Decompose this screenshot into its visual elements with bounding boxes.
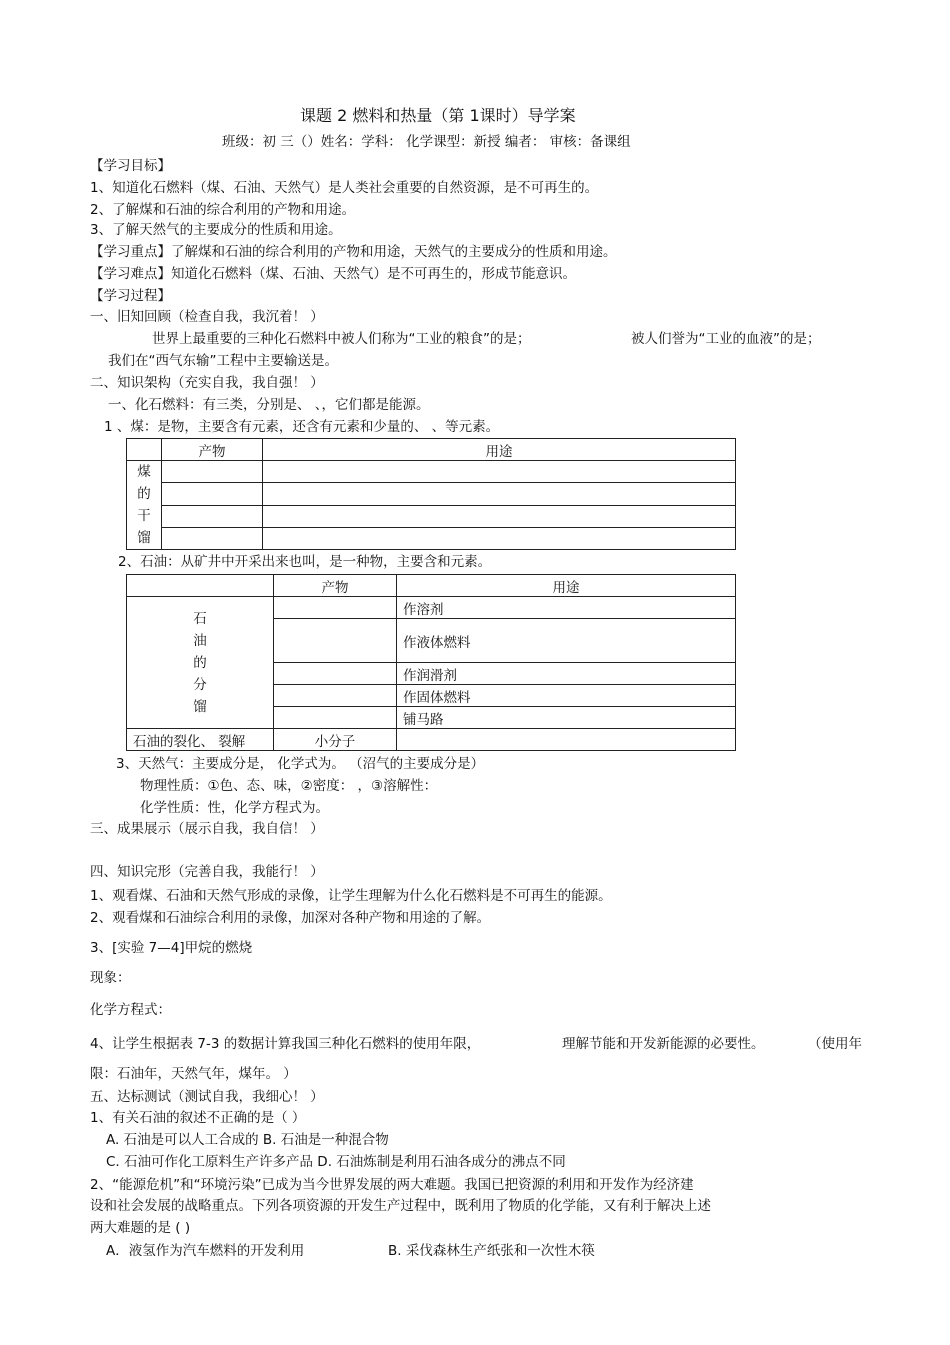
coal-use-header: 用途 <box>263 439 736 461</box>
oil-product-cell[interactable] <box>274 663 397 685</box>
coal-line: 1 、煤：是物，主要含有元素，还含有元素和少量的、 、等元素。 <box>104 419 500 435</box>
question-2-line-1: 2、“能源危机”和“环境污染”已成为当今世界发展的两大难题。我国已把资源的利用和开发作为经济建 <box>90 1177 694 1193</box>
gas-line-1: 3、天然气：主要成分是， 化学式为。 （沼气的主要成分是） <box>116 756 485 772</box>
section-4-heading: 四、知识完形（完善自我，我能行！ ） <box>90 864 324 880</box>
completion-item-4-cont: 理解节能和开发新能源的必要性。 <box>562 1036 765 1052</box>
coal-product-cell[interactable] <box>162 505 263 527</box>
question-1: 1、有关石油的叙述不正确的是（ ） <box>90 1110 306 1126</box>
oil-use-cell: 作液体燃料 <box>397 619 736 663</box>
oil-use-header: 用途 <box>397 575 736 597</box>
coal-use-cell[interactable] <box>263 461 736 483</box>
question-2-line-3: 两大难题的是 ( ) <box>90 1220 191 1236</box>
process-heading: 【学习过程】 <box>90 288 171 304</box>
question-1-options-cd: C. 石油可作化工原料生产许多产品 D. 石油炼制是利用石油各成分的沸点不同 <box>106 1154 566 1170</box>
coal-table <box>126 438 736 550</box>
goal-heading: 【学习目标】 <box>90 158 171 174</box>
goal-1: 1、知道化石燃料（煤、石油、天然气）是人类社会重要的自然资源，是不可再生的。 <box>90 180 599 196</box>
oil-use-cell: 作固体燃料 <box>397 685 736 707</box>
difficult-point: 【学习难点】知道化石燃料（煤、石油、天然气）是不可再生的，形成节能意识。 <box>90 266 576 282</box>
section-2-heading: 二、知识架构（充实自我，我自强！ ） <box>90 375 324 391</box>
oil-use-cell: 铺马路 <box>397 707 736 729</box>
oil-product-cell[interactable] <box>274 707 397 729</box>
completion-item-4: 4、让学生根据表 7-3 的数据计算我国三种化石燃料的使用年限， <box>90 1036 481 1052</box>
review-question-2: 被人们誉为“工业的血液”的是； <box>631 331 821 347</box>
oil-cracking-product: 小分子 <box>274 729 397 751</box>
oil-product-cell[interactable] <box>274 685 397 707</box>
review-question-3: 我们在“西气东输”工程中主要输送是。 <box>108 353 338 369</box>
completion-item-2: 2、观看煤和石油综合利用的录像，加深对各种产物和用途的了解。 <box>90 910 491 926</box>
coal-use-cell[interactable] <box>263 505 736 527</box>
gas-physical-properties: 物理性质：①色、态、味，②密度： ，③溶解性： <box>140 778 438 794</box>
gas-chemical-properties: 化学性质：性，化学方程式为。 <box>140 800 329 816</box>
coal-product-header: 产物 <box>162 439 263 461</box>
oil-product-cell[interactable] <box>274 597 397 619</box>
section-5-heading: 五、达标测试（测试自我，我细心！ ） <box>90 1089 324 1105</box>
oil-table <box>126 574 736 751</box>
completion-item-3: 3、[实验 7—4]甲烷的燃烧 <box>90 940 253 956</box>
oil-use-cell: 作润滑剂 <box>397 663 736 685</box>
section-1-heading: 一、旧知回顾（检查自我，我沉着！ ） <box>90 309 324 325</box>
review-question-1: 世界上最重要的三种化石燃料中被人们称为“工业的粮食”的是； <box>152 331 531 347</box>
goal-2: 2、了解煤和石油的综合利用的产物和用途。 <box>90 202 356 218</box>
coal-use-cell[interactable] <box>263 527 736 549</box>
question-2-option-a: A．液氢作为汽车燃料的开发利用 <box>106 1243 305 1259</box>
completion-item-1: 1、观看煤、石油和天然气形成的录像，让学生理解为什么化石燃料是不可再生的能源。 <box>90 888 612 904</box>
section-3-heading: 三、成果展示（展示自我，我自信！ ） <box>90 821 324 837</box>
coal-product-cell[interactable] <box>162 461 263 483</box>
goal-3: 3、了解天然气的主要成分的性质和用途。 <box>90 222 342 238</box>
oil-line: 2、石油：从矿井中开采出来也叫，是一种物，主要含和元素。 <box>118 554 492 570</box>
oil-product-header: 产物 <box>274 575 397 597</box>
oil-cracking-use-cell[interactable] <box>397 729 736 751</box>
question-2-line-2: 设和社会发展的战略重点。下列各项资源的开发生产过程中，既利用了物质的化学能，又有利于解决上述 <box>90 1198 711 1214</box>
coal-product-cell[interactable] <box>162 483 263 505</box>
question-1-options-ab: A. 石油是可以人工合成的 B. 石油是一种混合物 <box>106 1132 389 1148</box>
equation-label: 化学方程式： <box>90 1002 171 1018</box>
coal-distillation-label: 煤 的 干 馏 <box>127 461 162 550</box>
page-title: 课题 2 燃料和热量（第 1课时）导学案 <box>300 106 576 125</box>
completion-item-4-paren: （使用年 <box>808 1036 862 1052</box>
question-2-option-b: B. 采伐森林生产纸张和一次性木筷 <box>388 1243 595 1259</box>
coal-product-cell[interactable] <box>162 527 263 549</box>
oil-use-cell: 作溶剂 <box>397 597 736 619</box>
oil-fractionation-label: 石 油 的 分 馏 <box>127 597 274 729</box>
fossil-fuel-line: 一、化石燃料：有三类，分别是、 、，它们都是能源。 <box>108 397 430 413</box>
class-info-line: 班级：初 三（）姓名：学科： 化学课型：新授 编者： 审核：备课组 <box>222 134 631 150</box>
completion-item-4-years: 限：石油年，天然气年，煤年。 ） <box>90 1066 297 1082</box>
oil-product-cell[interactable] <box>274 619 397 663</box>
oil-cracking-label: 石油的裂化、 裂解 <box>127 729 274 751</box>
phenomenon-label: 现象： <box>90 970 131 986</box>
coal-use-cell[interactable] <box>263 483 736 505</box>
key-point: 【学习重点】了解煤和石油的综合利用的产物和用途，天然气的主要成分的性质和用途。 <box>90 244 617 260</box>
